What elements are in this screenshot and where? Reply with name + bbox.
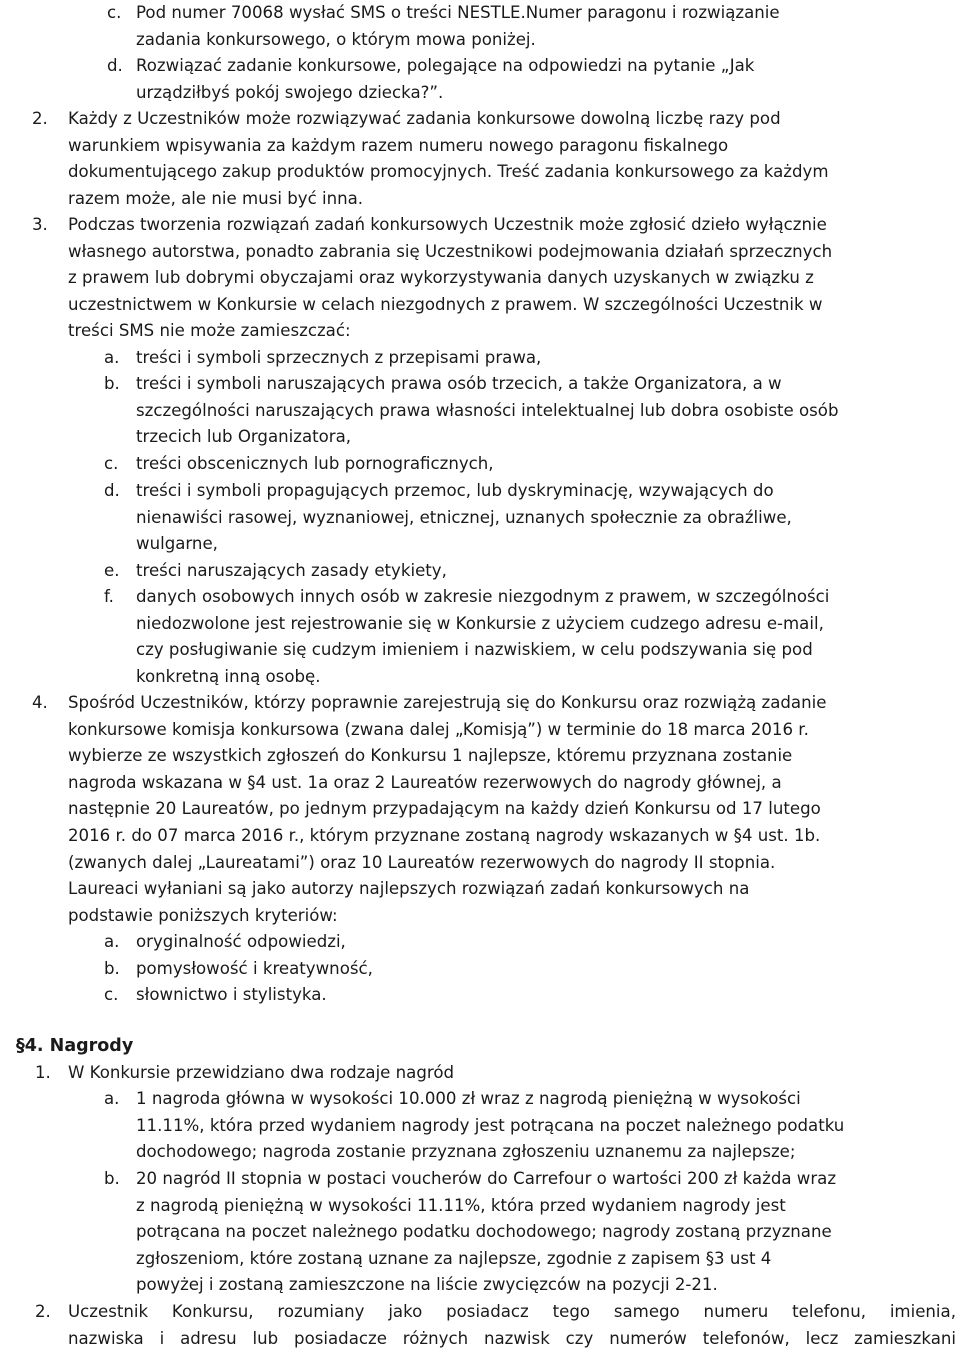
text-line: Spośród Uczestników, którzy poprawnie zarejestrują się do Konkursu oraz rozwiążą zadanie (68, 693, 827, 712)
list-marker: c. (104, 985, 119, 1004)
section-heading: §4. Nagrody (16, 1036, 134, 1056)
text-line: urządziłbyś pokój swojego dziecka?”. (136, 82, 444, 102)
text-line: trzecich lub Organizatora, (136, 427, 352, 447)
text-line: potrącana na poczet należnego podatku dochodowego; nagrody zostaną przyznane (136, 1222, 832, 1242)
text-line: warunkiem wpisywania za każdym razem numeru nowego paragonu fiskalnego (68, 135, 729, 155)
text-line: powyżej i zostaną zamieszczone na liście zwycięzców na pozycji 2-21. (136, 1275, 718, 1295)
list-item-criterion-b (104, 956, 956, 983)
list-marker: c. (107, 3, 122, 22)
text-line: treści naruszających zasady etykiety, (136, 561, 447, 580)
text-line: szczególności naruszających prawa własności intelektualnej lub dobra osobiste osób (136, 400, 839, 420)
list-marker: e. (104, 561, 120, 580)
text-line: dochodowego; nagroda zostanie przyznana zgłoszeniu uznanemu za najlepsze; (136, 1142, 796, 1162)
text-line: oryginalność odpowiedzi, (136, 932, 346, 951)
text-line: (zwanych dalej „Laureatami”) oraz 10 Laureatów rezerwowych do nagrody II stopnia. (68, 852, 776, 872)
text-line: dokumentującego zakup produktów promocyjnych. Treść zadania konkursowego za każdym (68, 162, 829, 182)
list-item-sub-e (104, 558, 956, 585)
text-line: własnego autorstwa, ponadto zabrania się Uczestnikowi podejmowania działań sprzecznych (68, 241, 833, 261)
text-line: konkretną inną osobę. (136, 666, 321, 686)
text-line: treści SMS nie może zamieszczać: (68, 321, 351, 341)
text-line: Rozwiązać zadanie konkursowe, polegające na odpowiedzi na pytanie „Jak (136, 56, 755, 75)
text-line: W Konkursie przewidziano dwa rodzaje nagród (68, 1063, 455, 1082)
text-line: wulgarne, (136, 534, 218, 554)
text-line: Pod numer 70068 wysłać SMS o treści NESTLE.Numer paragonu i rozwiązanie (136, 3, 780, 22)
list-item-point-4 (32, 690, 956, 929)
text-line: czy posługiwanie się cudzym imieniem i nazwiskiem, w celu podszywania się pod (136, 640, 813, 660)
text-line: nagroda wskazana w §4 ust. 1a oraz 2 Laureatów rezerwowych do nagrody głównej, a (68, 772, 782, 792)
text-line: z prawem lub dobrymi obyczajami oraz wykorzystywania danych uzyskanych w związku z (68, 268, 814, 288)
list-marker: d. (107, 56, 123, 75)
list-marker: f. (104, 587, 114, 606)
list-item-sub-f (104, 584, 956, 690)
text-line: 20 nagród II stopnia w postaci voucherów do Carrefour o wartości 200 zł każda wraz (136, 1169, 837, 1188)
text-line: 11.11%, która przed wydaniem nagrody jest potrącana na poczet należnego podatku (136, 1115, 845, 1135)
text-line: treści obscenicznych lub pornograficznych, (136, 454, 494, 473)
text-line: Podczas tworzenia rozwiązań zadań konkursowych Uczestnik może zgłosić dzieło wyłącznie (68, 215, 827, 234)
list-marker: a. (104, 1089, 120, 1108)
list-marker: b. (104, 959, 120, 978)
text-line: niedozwolone jest rejestrowanie się w Konkursie z użyciem cudzego adresu e-mail, (136, 613, 824, 633)
text-line: razem może, ale nie musi być inna. (68, 188, 364, 208)
list-marker: 4. (32, 693, 48, 712)
text-line: danych osobowych innych osób w zakresie niezgodnym z prawem, w szczególności (136, 587, 830, 606)
list-marker: 2. (35, 1302, 51, 1321)
text-line: uczestnictwem w Konkursie w celach niezgodnych z prawem. W szczególności Uczestnik w (68, 294, 823, 314)
text-line: zgłoszeniom, które zostaną uznane za najlepsze, zgodnie z zapisem §3 ust 4 (136, 1248, 772, 1268)
text-line: z nagrodą pieniężną w wysokości 11.11%, która przed wydaniem nagrody jest (136, 1195, 786, 1215)
list-marker: a. (104, 932, 120, 951)
text-line: Każdy z Uczestników może rozwiązywać zadania konkursowe dowolną liczbę razy pod (68, 109, 781, 128)
list-marker: b. (104, 374, 120, 393)
list-marker: 1. (35, 1063, 51, 1082)
list-item-point-2 (32, 106, 956, 212)
list-marker: 2. (32, 109, 48, 128)
list-marker: 3. (32, 215, 48, 234)
list-item-sub-c (104, 451, 956, 478)
list-item-main-prize (104, 1086, 956, 1166)
text-line: treści i symboli sprzecznych z przepisami prawa, (136, 348, 542, 367)
text-line: konkursowe komisja konkursowa (zwana dalej „Komisją”) w terminie do 18 marca 2016 r. (68, 719, 809, 739)
list-item-sub-b (104, 371, 956, 451)
text-line: podstawie poniższych kryteriów: (68, 905, 338, 925)
text-line: słownictwo i stylistyka. (136, 985, 327, 1004)
text-line: treści i symboli naruszających prawa osób trzecich, a także Organizatora, a w (136, 374, 782, 393)
list-item-sub-a (104, 345, 956, 372)
list-item-sub-d (104, 478, 956, 558)
list-item-intro-c (107, 0, 956, 53)
text-line: nazwiska i adresu lub posiadacze różnych nazwisk czy numerów telefonów, lecz zamieszkani (68, 1328, 956, 1348)
text-line: nienawiści rasowej, wyznaniowej, etnicznej, uznanych społecznie za obraźliwe, (136, 507, 792, 527)
list-item-criterion-a (104, 929, 956, 956)
list-item-second-prizes (104, 1166, 956, 1299)
list-marker: d. (104, 481, 120, 500)
text-line: Laureaci wyłaniani są jako autorzy najlepszych rozwiązań zadań konkursowych na (68, 879, 750, 899)
text-line: 2016 r. do 07 marca 2016 r., którym przyznane zostaną nagrody wskazanych w §4 ust. 1b. (68, 825, 821, 845)
list-item-prize-types (35, 1060, 956, 1087)
text-line: następnie 20 Laureatów, po jednym przypadającym na każdy dzień Konkursu od 17 lutego (68, 799, 821, 819)
text-line: 1 nagroda główna w wysokości 10.000 zł wraz z nagrodą pieniężną w wysokości (136, 1089, 801, 1108)
list-marker: b. (104, 1169, 120, 1188)
text-line: Uczestnik Konkursu, rozumiany jako posiadacz tego samego numeru telefonu, imienia, (68, 1302, 956, 1321)
list-item-participant-definition (35, 1299, 956, 1352)
list-item-point-3 (32, 212, 956, 345)
list-item-criterion-c (104, 982, 956, 1009)
text-line: pomysłowość i kreatywność, (136, 959, 373, 978)
list-item-intro-d (107, 53, 956, 106)
text-line: wybierze ze wszystkich zgłoszeń do Konkursu 1 najlepsze, któremu przyznana zostanie (68, 746, 793, 766)
list-marker: c. (104, 454, 119, 473)
text-line: treści i symboli propagujących przemoc, lub dyskryminację, wzywających do (136, 481, 774, 500)
list-marker: a. (104, 348, 120, 367)
text-line: zadania konkursowego, o którym mowa poniżej. (136, 29, 536, 49)
